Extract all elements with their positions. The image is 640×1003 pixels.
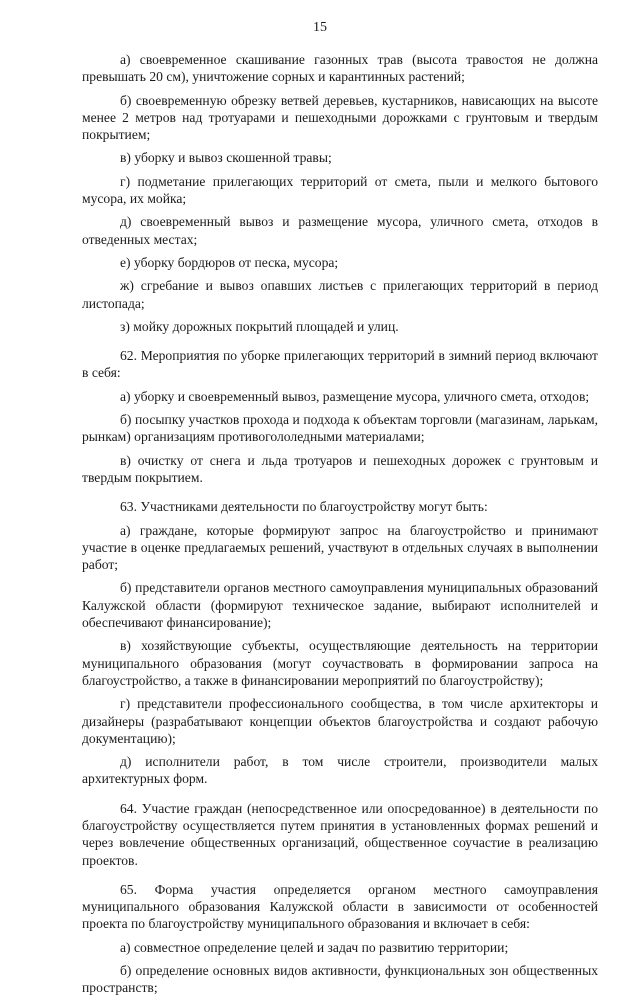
paragraph-63-e: д) исполнители работ, в том числе строители, производители малых архитектурных форм.	[82, 754, 598, 787]
page-number: 15	[313, 20, 327, 35]
paragraph-64: 64. Участие граждан (непосредственное или опосредованное) в деятельности по благоустройству осуществляется путем принятия в установленных формах решений и через вовлечение общественных организаций, общественное соучастие в реализацию проектов.	[82, 800, 598, 868]
paragraph-65-b: б) определение основных видов активности, функциональных зон общественных пространств;	[82, 963, 598, 996]
paragraph-pruning: б) своевременную обрезку ветвей деревьев, кустарников, нависающих на высоте менее 2 метров над тротуарами и пешеходными дорожками с грунтовым и твердым покрытием;	[82, 92, 598, 143]
paragraph-63-d: г) представители профессионального сообщества, в том числе архитекторы и дизайнеры (разрабатывают концепции объектов благоустройства и создают рабочую документацию);	[82, 696, 598, 746]
paragraph-63-c: в) хозяйствующие субъекты, осуществляющие деятельность на территории муниципального образования (могут соучаствовать в формировании запроса на благоустройство, а также в финансировании мероприятий по благоустройству);	[82, 638, 598, 688]
paragraph-65-heading: 65. Форма участия определяется органом местного самоуправления муниципального образования Калужской области в зависимости от особенностей проекта по благоустройству муниципального образования и включает в себя:	[82, 881, 598, 932]
paragraph-65-a: а) совместное определение целей и задач по развитию территории;	[120, 939, 509, 955]
paragraph-curb-cleaning: е) уборку бордюров от песка, мусора;	[120, 254, 339, 270]
paragraph-mowing: а) своевременное скашивание газонных трав (высота травостоя не должна превышать 20 см), уничтожение сорных и карантинных растений;	[82, 52, 598, 85]
paragraph-road-washing: з) мойку дорожных покрытий площадей и улиц.	[120, 318, 399, 334]
paragraph-62-c: в) очистку от снега и льда тротуаров и пешеходных дорожек с грунтовым и твердым покрытием.	[82, 452, 598, 485]
paragraph-62-heading: 62. Мероприятия по уборке прилегающих территорий в зимний период включают в себя:	[82, 348, 598, 381]
paragraph-63-b: б) представители органов местного самоуправления муниципальных образований Калужской области (формируют техническое задание, выбирают исполнителей и обеспечивают финансирование);	[82, 580, 598, 631]
paragraph-sweeping: г) подметание прилегающих территорий от смета, пыли и мелкого бытового мусора, их мойка;	[82, 173, 598, 207]
paragraph-62-a: а) уборку и своевременный вывоз, размещение мусора, уличного смета, отходов;	[120, 388, 590, 404]
paragraph-63-heading: 63. Участниками деятельности по благоустройству могут быть:	[120, 499, 488, 515]
document-body	[82, 51, 598, 1003]
paragraph-waste-removal: д) своевременный вывоз и размещение мусора, уличного смета, отходов в отведенных местах;	[82, 214, 598, 247]
paragraph-63-a: а) граждане, которые формируют запрос на благоустройство и принимают участие в оценке предлагаемых решений, участвуют в отдельных случаях в выполнении работ;	[82, 522, 598, 573]
paragraph-62-b: б) посыпку участков прохода и подхода к объектам торговли (магазинам, ларькам, рынкам) организациям противогололедными материалами;	[82, 412, 598, 445]
paragraph-grass-removal: в) уборку и вывоз скошенной травы;	[120, 150, 332, 166]
paragraph-leaf-raking: ж) сгребание и вывоз опавших листьев с прилегающих территорий в период листопада;	[82, 278, 598, 311]
